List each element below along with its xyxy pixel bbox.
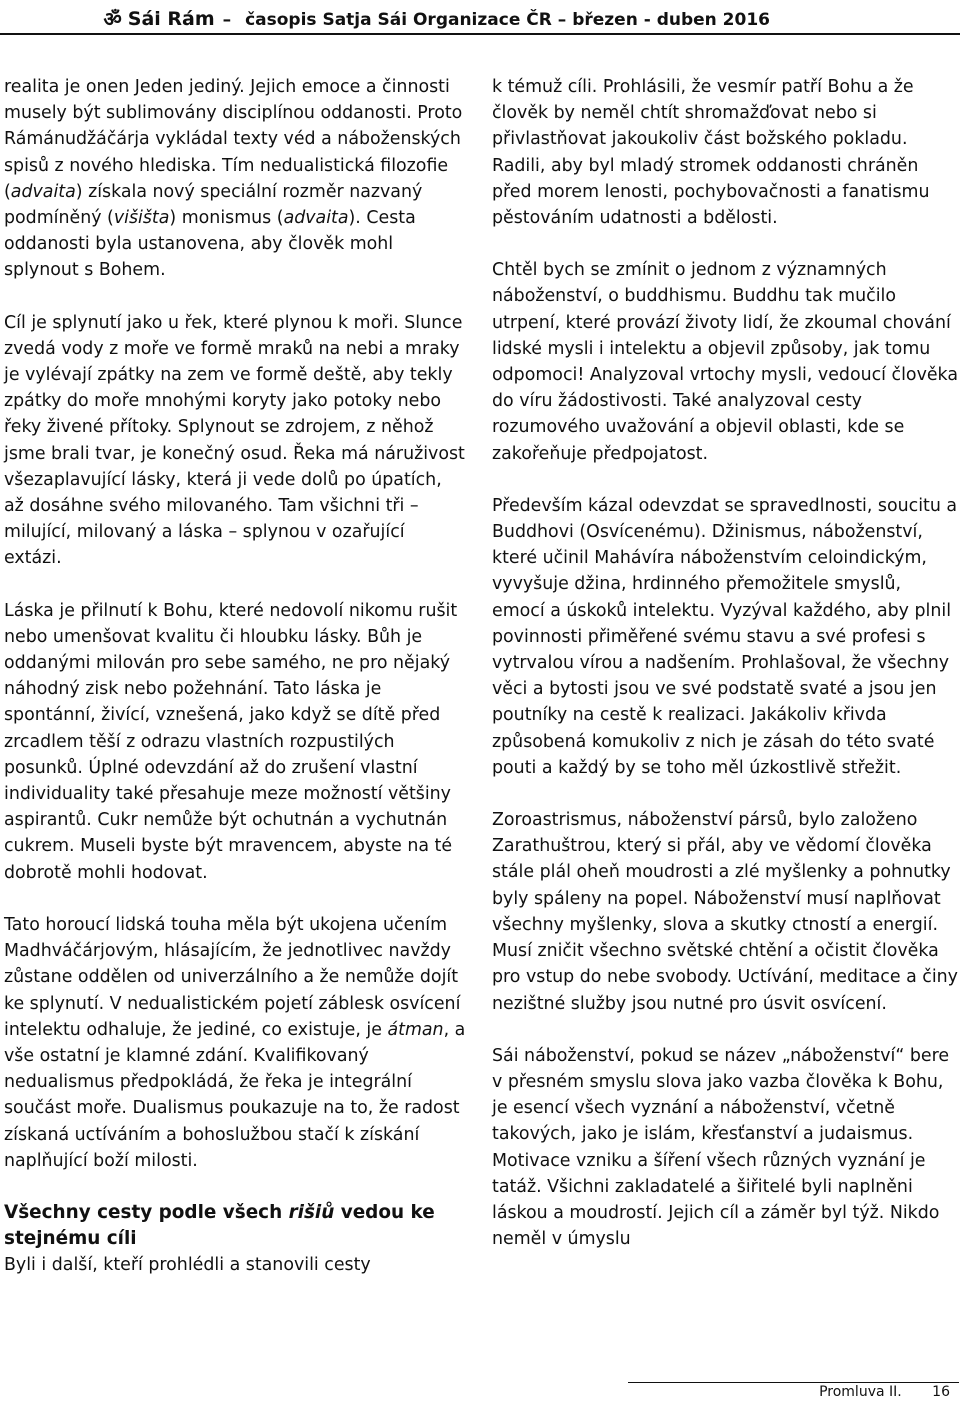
header-dash-2: – <box>557 10 567 30</box>
left-paragraph-3: Láska je přilnutí k Bohu, které nedovolí nikomu rušit nebo umenšovat kvalitu či hloubku lásky. Bůh je oddanými milován pro sebe samého, ne pro nějaký náhodný zisk nebo požehnání. Tato láska je spontánní, živící, vznešená, jako když se dítě před zrcadlem těší z odrazu vlastních rozpustilých posunků. Úplné odevzdání až do zrušení vlastní individuality také přesahuje meze možností většiny aspirantů. Cukr nemůže být ochutnán a vychutnán cukrem. Museli byste být mravencem, abyste na té dobrotě mohli hodovat. <box>4 600 458 883</box>
om-icon: ॐ <box>103 7 122 31</box>
magazine-issue: březen - duben 2016 <box>572 10 770 30</box>
header-rule <box>0 33 960 35</box>
header-dash: – <box>222 10 232 30</box>
left-column <box>4 74 466 1279</box>
footer-publication-name: Promluva II. <box>819 1384 902 1400</box>
right-column <box>492 74 958 1252</box>
right-paragraph-3: Především kázal odevzdat se spravedlnosti, soucitu a Buddhovi (Osvícenému). Džinismus, náboženství, které učinil Mahávíra náboženstvím celoindickým, vyvyšuje džina, hrdinného přemožitele smyslů, emocí a úskoků intelektu. Vyzýval každého, aby plnil povinnosti přiměřené svému stavu a své profesi s vytrvalou vírou a nadšením. Prohlašoval, že všechny věci a bytosti jsou ve své podstatě svaté a jsou jen poutníky na cestě k realizaci. Jakákoliv křivda způsobená komukoliv z nich je zásah do této svaté pouti a každý by se toho měl úzkostlivě střežit. <box>492 495 958 778</box>
magazine-publisher: časopis Satja Sái Organizace ČR <box>245 10 552 30</box>
left-paragraph-2: Cíl je splynutí jako u řek, které plynou k moři. Slunce zvedá vody z moře ve formě mraků na nebi a mraky je vylévají zpátky na zem ve formě deště, aby tekly zpátky do moře mnohými koryty jako potoky nebo řeky živené přítoky. Splynout se zdrojem, z něhož jsme brali tvar, je konečný osud. Řeka má náruživost všezaplavující lásky, která ji vede dolů po úpatích, až dosáhne svého milovaného. Tam všichni tři – milující, milovaný a láska – splynou v ozařující extázi. <box>4 312 465 569</box>
left-paragraph-1: realita je onen Jeden jediný. Jejich emoce a činnosti musely být sublimovány disciplínou oddanosti. Proto Rámánudžáčárja vykládal texty véd a náboženských spisů z nového hlediska. Tím nedualistická filozofie (advaita) získala nový speciální rozměr nazvaný podmíněný (višišta) monismus (advaita). Cesta oddanosti byla ustanovena, aby člověk mohl splynout s Bohem. <box>4 77 463 281</box>
right-paragraph-1: k témuž cíli. Prohlásili, že vesmír patří Bohu a že člověk by neměl chtít shromažďovat nebo si přivlastňovat jakoukoliv část božského pokladu. Radili, aby byl mladý stromek oddanosti chráněn před morem lenosti, pochybovačnosti a fanatismu pěstováním udatnosti a bdělosti. <box>492 77 930 229</box>
left-paragraph-5: Byli i další, kteří prohlédli a stanovili cesty <box>4 1255 371 1276</box>
right-paragraph-4: Zoroastrismus, náboženství pársů, bylo založeno Zarathuštrou, který si přál, aby ve vědomí člověka stále plál oheň moudrosti a zlé myšlenky a pohnutky byly spáleny na popel. Náboženství musí naplňovat všechny myšlenky, slova a skutky ctností a energií. Musí zničit všechno světské chtění a očistit člověka pro vstup do nebe svobody. Uctívání, meditace a činy nezištné služby jsou nutné pro úsvit osvícení. <box>492 810 958 1014</box>
page-footer <box>819 1384 950 1400</box>
page-header <box>0 0 960 40</box>
right-paragraph-2: Chtěl bych se zmínit o jednom z významných náboženství, o buddhismu. Buddhu tak mučilo utrpení, které provází životy lidí, že zkoumal chování lidské mysli i intelektu a objevil způsoby, jak tomu odpomoci! Analyzoval vrtochy mysli, vedoucí člověka do víru žádostivosti. Také analyzoval cesty rozumového uvažování a objevil oblasti, kde se zakořeňuje předpojatost. <box>492 260 958 464</box>
section-heading: Všechny cesty podle všech rišiů vedou ke stejnému cíli <box>4 1201 435 1250</box>
magazine-brand: Sái Rám <box>127 8 215 30</box>
right-paragraph-5: Sái náboženství, pokud se název „náboženství“ bere v přesném smyslu slova jako vazba člověka k Bohu, je esencí všech vyznání a náboženství, včetně takových, jako je islám, křesťanství a judaismus. Motivace vzniku a šíření všech různých vyznání je tatáž. Všichni zakladatelé a šiřitelé byli naplněni láskou a moudrostí. Jejich cíl a záměr byl týž. Nikdo neměl v úmyslu <box>492 1045 950 1250</box>
left-paragraph-4: Tato horoucí lidská touha měla být ukojena učením Madhváčárjovým, hlásajícím, že jednotlivec navždy zůstane oddělen od univerzálního a že nemůže dojít ke splynutí. V nedualistickém pojetí záblesk osvícení intelektu odhaluje, že jediné, co existuje, je átman, a vše ostatní je klamné zdání. Kvalifikovaný nedualismus předpokládá, že řeka je integrální součást moře. Dualismus poukazuje na to, že radost získaná uctíváním a bohoslužbou stačí k získání naplňující boží milosti. <box>4 914 466 1171</box>
header-title <box>104 5 770 32</box>
page-number: 16 <box>932 1384 950 1400</box>
footer-rule <box>628 1382 959 1383</box>
